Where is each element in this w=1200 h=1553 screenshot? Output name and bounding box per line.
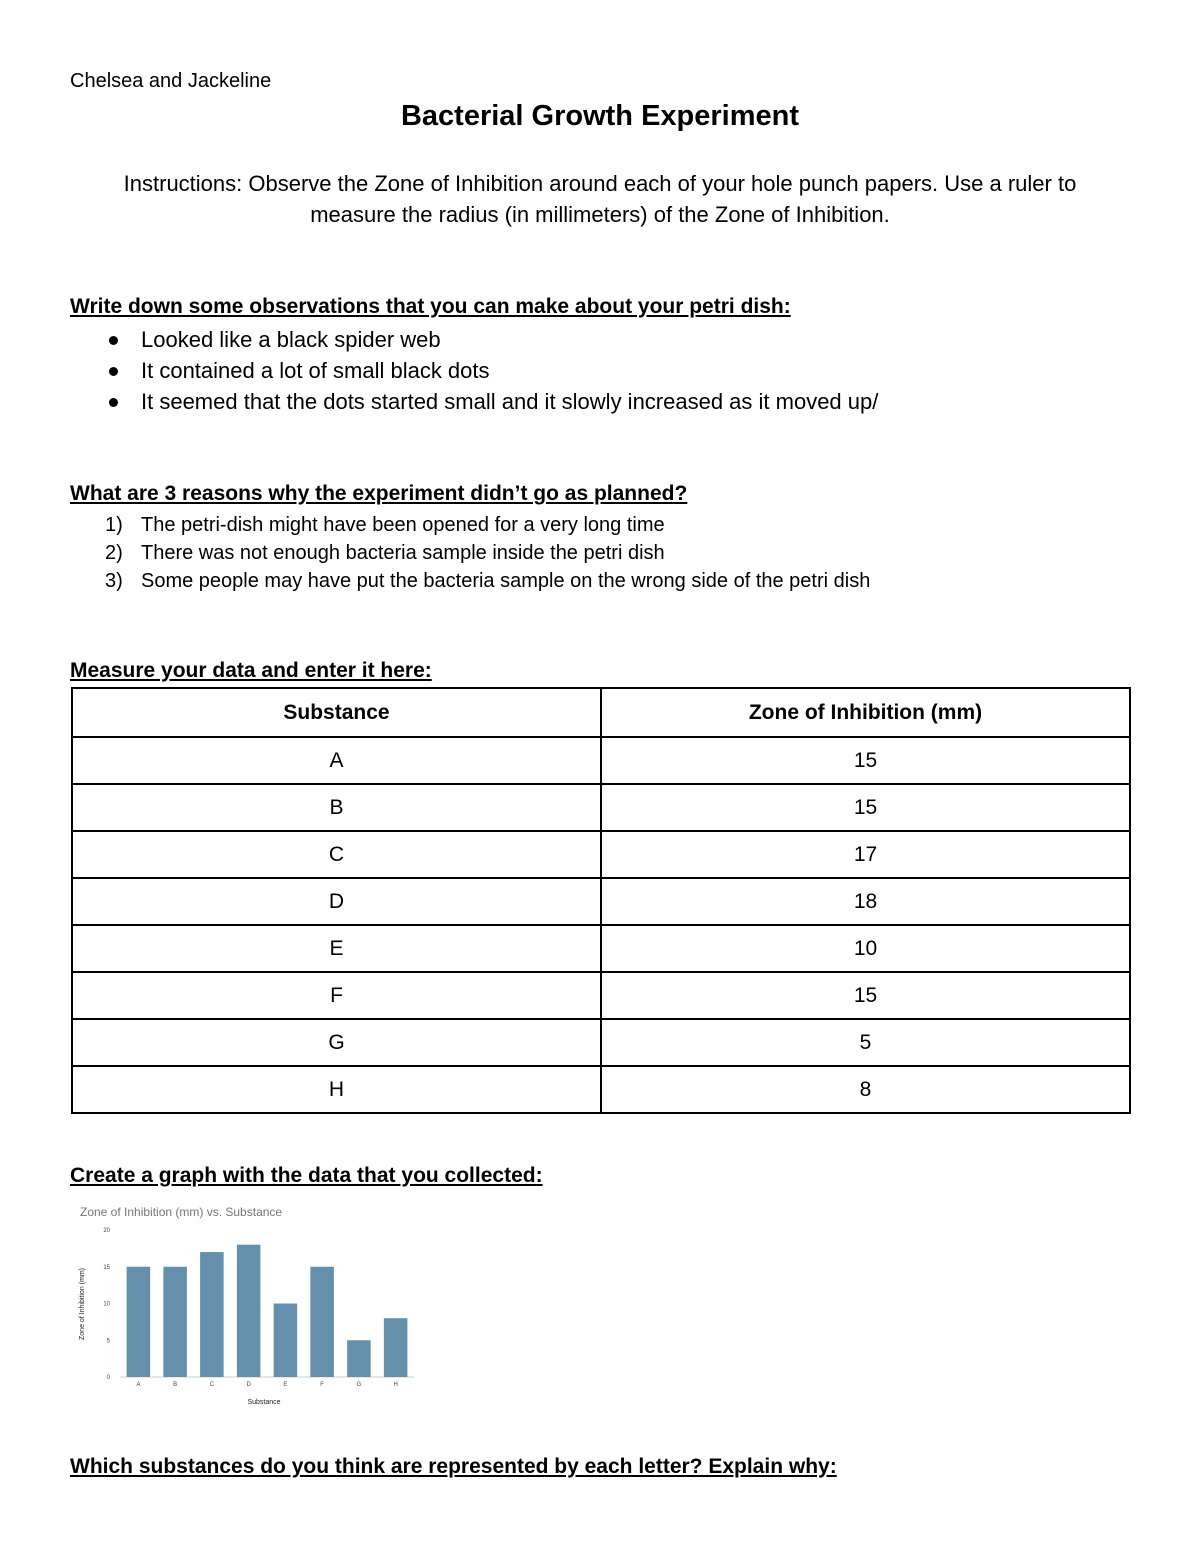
list-item [70, 567, 870, 595]
table-row [72, 878, 1130, 925]
zone-cell: 8 [601, 1066, 1130, 1113]
table-row [72, 784, 1130, 831]
bar-h [384, 1318, 408, 1377]
data-table [71, 687, 1131, 1114]
column-header-substance: Substance [72, 688, 601, 737]
y-tick-label: 0 [106, 1375, 110, 1381]
zone-cell: 15 [601, 972, 1130, 1019]
zone-cell: 15 [601, 737, 1130, 784]
observation-text: Looked like a black spider web [141, 327, 441, 352]
reason-text: The petri-dish might have been opened for a very long time [141, 514, 665, 536]
table-row [72, 925, 1130, 972]
table-row [72, 1019, 1130, 1066]
x-tick-label: D [246, 1382, 251, 1388]
x-tick-label: G [356, 1382, 362, 1388]
instructions: Instructions: Observe the Zone of Inhibition around each of your hole punch papers. Use a ruler to measure the radius (in millimeters) of the Zone of Inhibition. [123, 171, 1077, 227]
table-row [72, 1066, 1130, 1113]
reason-number: 1) [105, 514, 123, 536]
substance-cell: A [72, 737, 601, 784]
page-title: Bacterial Growth Experiment [400, 100, 800, 132]
x-tick-label: H [393, 1382, 398, 1388]
bar-f [310, 1267, 334, 1377]
list-item [70, 386, 878, 417]
substance-cell: B [72, 784, 601, 831]
table-row [72, 972, 1130, 1019]
observations-heading: Write down some observations that you can make about your petri dish: [70, 295, 791, 318]
y-tick-label: 10 [103, 1301, 110, 1308]
x-tick-label: B [173, 1382, 178, 1388]
list-item [70, 511, 870, 539]
question-heading: Which substances do you think are represented by each letter? Explain why: [70, 1455, 837, 1478]
zone-cell: 10 [601, 925, 1130, 972]
zone-cell: 17 [601, 831, 1130, 878]
measure-heading: Measure your data and enter it here: [70, 659, 432, 682]
substance-cell: E [72, 925, 601, 972]
observation-text: It contained a lot of small black dots [141, 358, 490, 383]
reason-number: 3) [105, 570, 123, 592]
x-tick-label: F [320, 1382, 324, 1388]
bar-chart [72, 1200, 422, 1410]
table-row [72, 737, 1130, 784]
bar-g [347, 1340, 371, 1377]
observations-list [70, 324, 878, 417]
x-tick-label: C [209, 1382, 215, 1388]
y-tick-label: 20 [103, 1228, 110, 1234]
substance-cell: H [72, 1066, 601, 1113]
zone-cell: 5 [601, 1019, 1130, 1066]
reason-text: There was not enough bacteria sample inside the petri dish [141, 542, 665, 564]
table-row [72, 831, 1130, 878]
observation-text: It seemed that the dots started small and it slowly increased as it moved up/ [141, 389, 879, 414]
reasons-heading: What are 3 reasons why the experiment didn’t go as planned? [70, 482, 688, 505]
table-header-row [72, 688, 1130, 737]
reasons-list [70, 511, 870, 595]
x-tick-label: A [136, 1382, 141, 1388]
substance-cell: C [72, 831, 601, 878]
substance-cell: D [72, 878, 601, 925]
zone-cell: 18 [601, 878, 1130, 925]
bar-c [200, 1252, 224, 1377]
list-item [70, 324, 878, 355]
list-item [70, 355, 878, 386]
zone-cell: 15 [601, 784, 1130, 831]
substance-cell: G [72, 1019, 601, 1066]
list-item [70, 539, 870, 567]
column-header-zone: Zone of Inhibition (mm) [601, 688, 1130, 737]
y-axis-label: Zone of Inhibition (mm) [79, 1268, 86, 1340]
x-axis-label: Substance [247, 1399, 281, 1406]
y-tick-label: 15 [103, 1264, 110, 1271]
reason-text: Some people may have put the bacteria sample on the wrong side of the petri dish [141, 570, 871, 592]
x-tick-label: E [283, 1382, 288, 1388]
chart-title: Zone of Inhibition (mm) vs. Substance [80, 1205, 283, 1219]
authors: Chelsea and Jackeline [70, 70, 272, 92]
bar-b [163, 1267, 187, 1377]
bar-e [274, 1304, 298, 1378]
bar-d [237, 1245, 261, 1377]
substance-cell: F [72, 972, 601, 1019]
y-tick-label: 5 [106, 1338, 110, 1345]
bar-a [127, 1267, 151, 1377]
graph-heading: Create a graph with the data that you collected: [70, 1164, 543, 1187]
reason-number: 2) [105, 542, 123, 564]
